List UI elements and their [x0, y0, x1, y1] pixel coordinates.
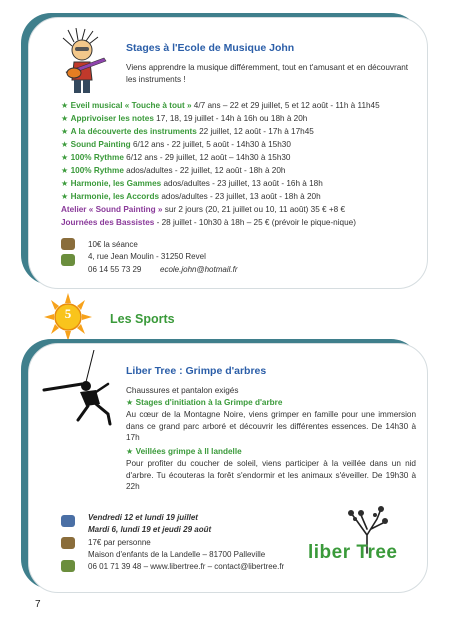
star-icon: ★	[61, 101, 71, 110]
stage1-heading: ★ Stages d'initiation à la Grimpe d'arbre	[126, 398, 283, 407]
climber-illustration	[42, 350, 122, 430]
course-line: ★ 100% Rythme ados/adultes - 22 juillet, 12 août - 18h à 20h	[61, 166, 286, 175]
sport-date1: Vendredi 12 et lundi 19 juillet	[88, 513, 198, 522]
section-number: 5	[64, 306, 72, 321]
atelier-line: Atelier « Sound Painting » sur 2 jours (20, 21 juillet ou 10, 11 août) 35 € +8 €	[61, 205, 346, 214]
calendar-icon	[61, 515, 75, 527]
section-title: Les Sports	[110, 312, 175, 326]
sport-title: Liber Tree : Grimpe d'arbres	[126, 365, 267, 377]
sport-date2: Mardi 6, lundi 19 et jeudi 29 août	[88, 525, 212, 534]
music-intro: Viens apprendre la musique différemment, tout en t'amusant et en découvrant les instruments !	[126, 63, 409, 84]
stage1-text: Au cœur de la Montagne Noire, viens grimper en famille pour une immersion dans ce grand parc arboré et découvrir les différentes essences. De 14h30 à 17h	[126, 410, 416, 442]
bassistes-line: Journées des Bassistes - 28 juillet - 10h30 à 18h – 25 € (prévoir le pique-nique)	[61, 218, 356, 227]
sport-equipment: Chaussures et pantalon exigés	[126, 386, 239, 395]
money-bag-icon	[61, 537, 75, 549]
star-icon: ★	[61, 192, 71, 201]
music-address: 4, rue Jean Moulin - 31250 Revel	[88, 252, 206, 261]
star-icon: ★	[126, 398, 136, 407]
liber-tree-logo-text: liber Tree	[308, 542, 398, 563]
course-line: ★ Eveil musical « Touche à tout » 4/7 ans – 22 et 29 juillet, 5 et 12 août - 11h à 11h45	[61, 101, 380, 110]
guitarist-illustration	[60, 28, 110, 98]
star-icon: ★	[61, 153, 71, 162]
course-line: ★ Apprivoiser les notes 17, 18, 19 juillet - 14h à 16h ou 18h à 20h	[61, 114, 308, 123]
course-line: ★ A la découverte des instruments 22 juillet, 12 août - 17h à 17h45	[61, 127, 314, 136]
sport-contact[interactable]: 06 01 71 39 48 – www.libertree.fr – contact@libertree.fr	[88, 562, 285, 571]
course-line: ★ 100% Rythme 6/12 ans - 29 juillet, 12 août – 14h30 à 15h30	[61, 153, 291, 162]
music-title: Stages à l'Ecole de Musique John	[126, 42, 295, 54]
sport-price: 17€ par personne	[88, 538, 151, 547]
sport-address: Maison d'enfants de la Landelle – 81700 Palleville	[88, 550, 266, 559]
star-icon: ★	[61, 179, 71, 188]
liber-tree-logo	[305, 505, 405, 575]
map-icon	[61, 560, 75, 572]
star-icon: ★	[61, 166, 71, 175]
star-icon: ★	[61, 127, 71, 136]
money-bag-icon	[61, 238, 75, 250]
stage2-heading: ★ Veillées grimpe à ll landelle	[126, 447, 242, 456]
star-icon: ★	[61, 114, 71, 123]
music-phone: 06 14 55 73 29	[88, 265, 142, 274]
page-number: 7	[35, 599, 41, 610]
star-icon: ★	[126, 447, 136, 456]
course-line: ★ Harmonie, les Accords ados/adultes - 23 juillet, 13 août - 18h à 20h	[61, 192, 321, 201]
star-icon: ★	[61, 140, 71, 149]
course-line: ★ Sound Painting 6/12 ans - 22 juillet, 5 août - 14h30 à 15h30	[61, 140, 291, 149]
music-email[interactable]: ecole.john@hotmail.fr	[160, 265, 238, 274]
music-price: 10€ la séance	[88, 240, 138, 249]
course-line: ★ Harmonie, les Gammes ados/adultes - 23 juillet, 13 août - 16h à 18h	[61, 179, 323, 188]
stage2-text: Pour profiter du coucher de soleil, viens participer à la veillée dans un nid d'arbre. Tu écouteras la forêt s'endormir et les animaux s'éveiller. De 19h30 à 22h	[126, 459, 416, 491]
map-icon	[61, 254, 75, 266]
